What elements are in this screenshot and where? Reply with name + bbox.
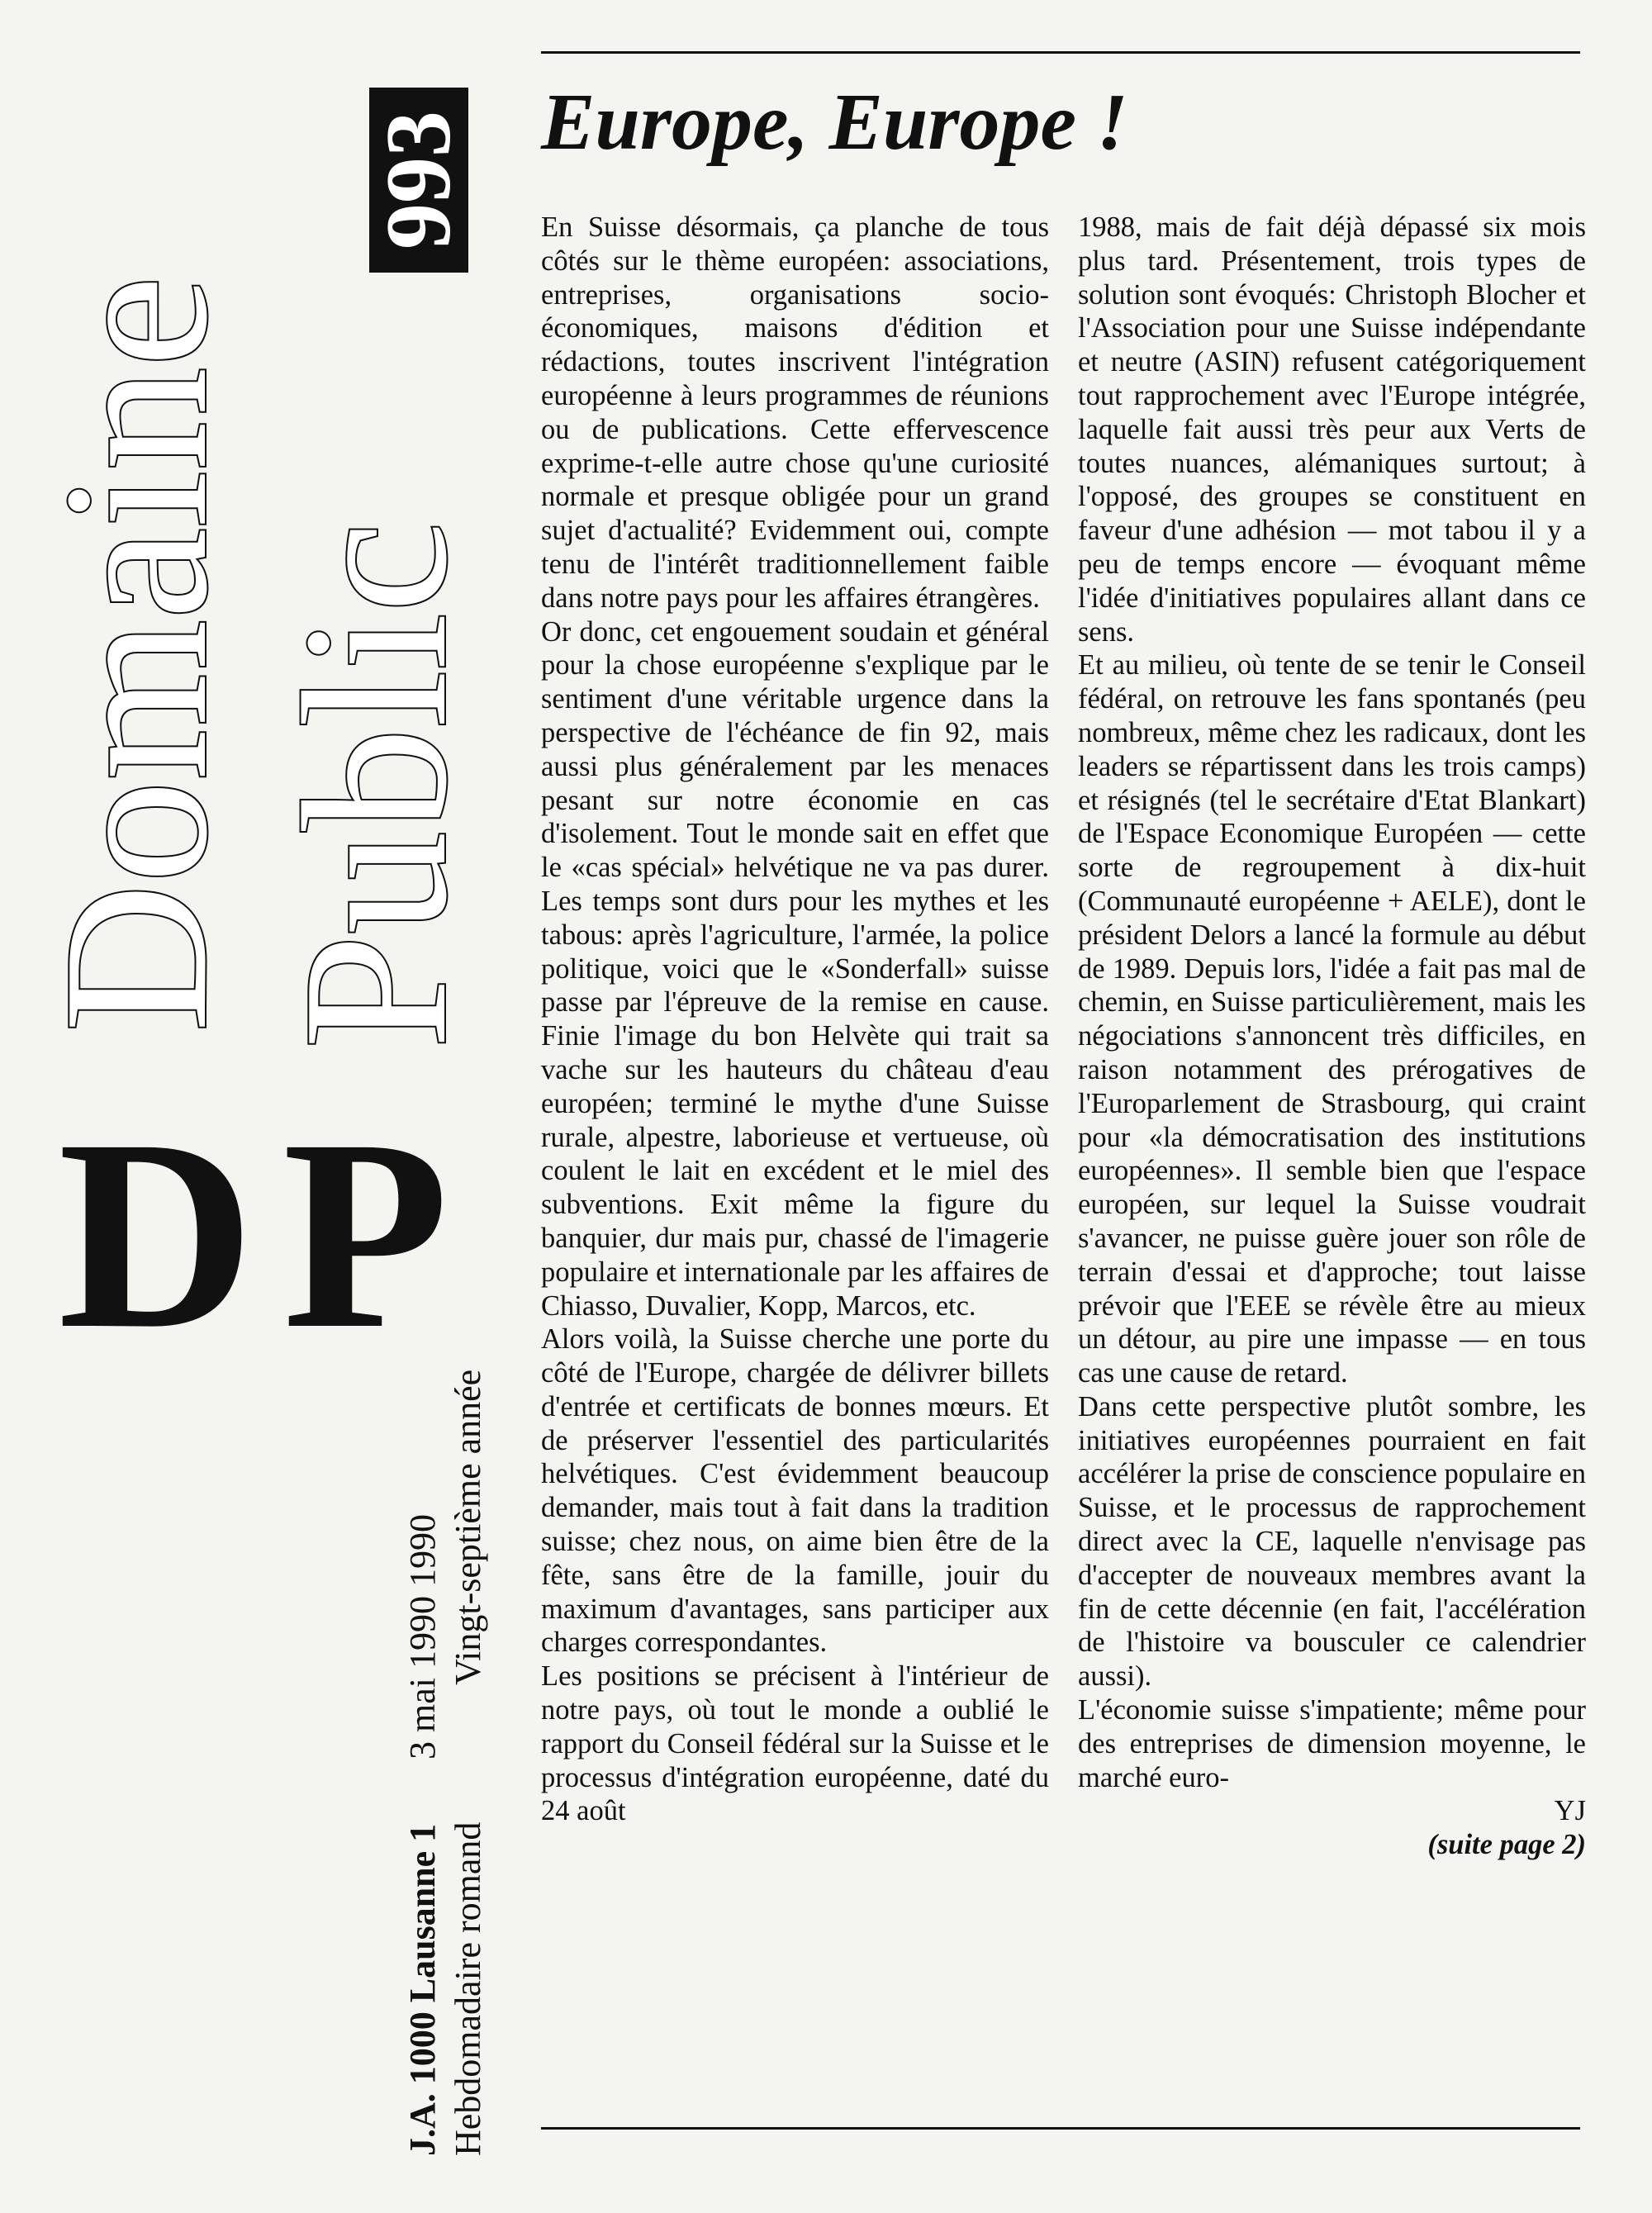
issue-number-badge: 993 bbox=[369, 88, 468, 273]
article-headline: Europe, Europe ! bbox=[541, 78, 1128, 167]
article-paragraph: Dans cette perspective plutôt sombre, les initiatives européennes pourraient en fait accélérer la prise de conscience populaire en Suisse, et le processus de rapprochement direct avec la CE, laquelle n'envisage pas d'accepter de nouveaux membres avant la fin de cette décennie (en fait, l'accélération de l'histoire va bousculer ce calendrier aussi). bbox=[1078, 1390, 1586, 1693]
publication-type: Hebdomadaire romand bbox=[448, 1821, 488, 2156]
article-paragraph: Alors voilà, la Suisse cherche une porte du côté de l'Europe, chargée de délivrer billets d'entrée et certificats de bonnes mœurs. Et de préserver l'essentiel des particularités helvétiques. C'est évidemment beaucoup demander, mais tout à fait dans la tradition suisse; chez nous, on aime bien être de la fête, sans être de la famille, jouir du maximum d'avantages, sans participer aux charges correspondantes. bbox=[541, 1323, 1049, 1659]
article-paragraph: 1988, mais de fait déjà dépassé six mois plus tard. Présentement, trois types de solution sont évoqués: Christoph Blocher et l'Association pour une Suisse indépendante et neutre (ASIN) refusent catégoriquement tout rapprochement avec l'Europe intégrée, laquelle fait aussi très peur aux Verts de toutes nuances, alémaniques surtout; à l'opposé, des groupes se constituent en faveur d'une adhésion — mot tabou il y a peu de temps encore — évoquant même l'idée d'initiatives populaires allant dans ce sens. bbox=[1078, 211, 1586, 648]
article-column-right bbox=[1078, 211, 1586, 2086]
author-signature: YJ bbox=[1554, 1795, 1586, 1827]
top-rule bbox=[541, 51, 1580, 54]
logo-letter-d: D bbox=[58, 1084, 255, 1385]
publication-year: Vingt-septième année bbox=[448, 1369, 488, 1685]
logo-letter-p: P bbox=[282, 1084, 449, 1385]
issue-date: 3 mai 1990 1990 bbox=[402, 1514, 443, 1759]
article-paragraph: Et au milieu, où tente de se tenir le Conseil fédéral, on retrouve les fans spontanés (peu nombreux, même chez les radicaux, dont les leaders se répartissent dans les trois camps) et résignés (tel le secrétaire d'Etat Blankart) de l'Espace Economique Européen — cette sorte de regroupement à dix-huit (Communauté européenne + AELE), dont le président Delors a lancé la formule au début de 1989. Depuis lors, l'idée a fait pas mal de chemin, en Suisse particulièrement, mais les négociations s'annoncent très difficiles, en raison notamment des prérogatives de l'Europarlement de Strasbourg, qui craint pour «la démocratisation des institutions européennes». Il semble bien que l'espace européen, sur lequel la Suisse voudrait s'avancer, ne puisse guère jouer son rôle de terrain d'essai et d'approche; tout laisse prévoir que l'EEE se révèle être au mieux un détour, au pire une impasse — en tous cas une cause de retard. bbox=[1078, 649, 1586, 1389]
article-column-left bbox=[541, 211, 1049, 2086]
masthead-public: Public bbox=[261, 521, 490, 1049]
article-paragraph: En Suisse désormais, ça planche de tous côtés sur le thème européen: associations, entreprises, organisations socio-économiques, maisons d'édition et rédactions, toutes inscrivent l'intégration européenne à leurs programmes de réunions ou de publications. Cette effervescence exprime-t-elle autre chose qu'une curiosité normale et presque obligée pour un grand sujet d'actualité? Evidemment oui, compte tenu de l'intérêt traditionnellement faible dans notre pays pour les affaires étrangères. bbox=[541, 211, 1049, 614]
article-paragraph: Or donc, cet engouement soudain et général pour la chose européenne s'explique par le sentiment d'une véritable urgence dans la perspective de l'échéance de fin 92, mais aussi plus généralement par les menaces pesant sur notre économie en cas d'isolement. Tout le monde sait en effet que le «cas spécial» helvétique ne va pas durer. Les temps sont durs pour les mythes et les tabous: après l'agriculture, l'armée, la police politique, voici que le «Sonderfall» suisse passe par l'épreuve de la remise en cause. Finie l'image du bon Helvète qui trait sa vache sur les hauteurs du château d'eau européen; terminé le mythe d'une Suisse rurale, alpestre, laborieuse et vertueuse, où coulent le lait en excédent et le miel des subventions. Exit même la figure du banquier, dur mais pur, chassé de l'imagerie populaire et internationale par les affaires de Chiasso, Duvalier, Kopp, Marcos, etc. bbox=[541, 615, 1049, 1322]
continued-link: (suite page 2) bbox=[1427, 1829, 1586, 1861]
masthead-domaine: Domaine bbox=[21, 275, 250, 1033]
postal-info: J.A. 1000 Lausanne 1 bbox=[402, 1823, 443, 2156]
article-paragraph: Les positions se précisent à l'intérieur de notre pays, où tout le monde a oublié le rapport du Conseil fédéral sur la Suisse et le processus d'intégration européenne, daté du 24 août bbox=[541, 1660, 1049, 1827]
article-paragraph: L'économie suisse s'impatiente; même pour des entreprises de dimension moyenne, le marché euro- bbox=[1078, 1694, 1586, 1793]
bottom-rule bbox=[541, 2127, 1580, 2130]
